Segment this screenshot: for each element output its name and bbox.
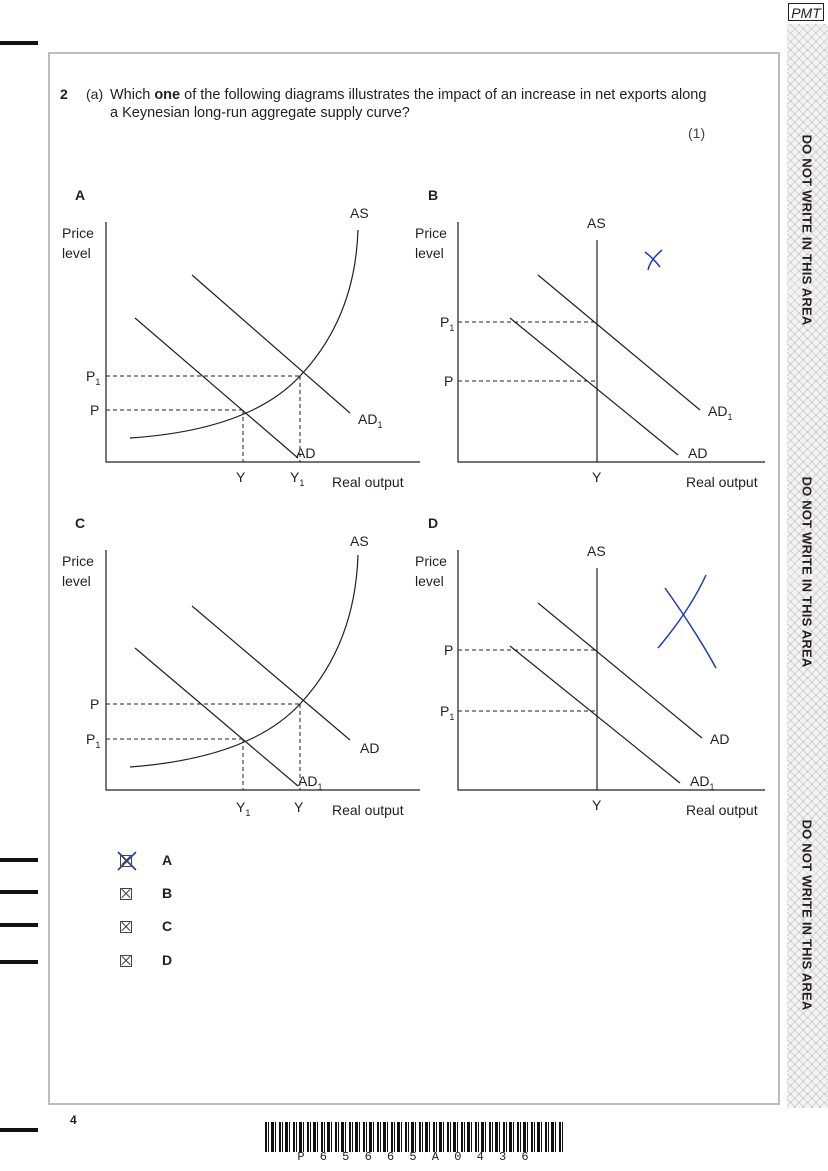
diagram-c-p-label: P [90, 696, 100, 712]
diagram-a-y1-label: $Y_1$ [290, 469, 305, 488]
diagram-c-as-label: AS [350, 533, 369, 549]
diagram-a-ad-line [135, 318, 298, 458]
sidebar-warning-middle: DO NOT WRITE IN THIS AREA [799, 476, 815, 668]
diagram-c-ad1-label: $AD_1$ [298, 773, 323, 792]
diagram-c [62, 515, 420, 818]
diagram-a-ad1-label: $AD_1$ [358, 411, 383, 430]
diagram-b-ylabel-2: level [415, 245, 444, 261]
option-a-label: A [162, 852, 173, 868]
diagram-b-as-label: AS [587, 215, 606, 231]
diagram-c-ad-line [192, 606, 350, 740]
diagram-c-label: C [74, 515, 86, 531]
marks-available: (1) [688, 125, 706, 141]
option-d-label: D [162, 952, 173, 968]
diagram-c-xlabel: Real output [332, 802, 404, 818]
option-c-label: C [162, 918, 173, 934]
diagram-c-ad1-line [135, 648, 298, 786]
diagram-a-label: A [74, 187, 86, 203]
diagram-b-ad1-line [538, 275, 700, 410]
question-number: 2 [60, 86, 68, 102]
sidebar-warning-top: DO NOT WRITE IN THIS AREA [799, 134, 815, 326]
handwritten-cross-d [658, 575, 716, 668]
option-b-label: B [162, 885, 173, 901]
diagram-a-as-curve [130, 230, 358, 438]
diagram-a-ad1-line [192, 275, 350, 413]
sidebar-warning-bottom: DO NOT WRITE IN THIS AREA [799, 819, 815, 1011]
diagram-c-y1-label: $Y_1$ [236, 799, 251, 818]
diagram-b-y-label: Y [592, 469, 602, 485]
diagram-b-ylabel-1: Price [415, 225, 447, 241]
diagram-c-ylabel-2: level [62, 573, 91, 589]
barcode [265, 1122, 565, 1152]
diagram-b-ad-line [510, 318, 678, 455]
diagram-a [62, 187, 420, 490]
diagram-c-ylabel-1: Price [62, 553, 94, 569]
diagram-b [415, 187, 765, 490]
diagram-a-as-label: AS [350, 205, 369, 221]
question-text-emphasis: one [154, 87, 181, 103]
diagram-b-xlabel: Real output [686, 474, 758, 490]
diagram-b-p1-label: $P_1$ [440, 314, 455, 333]
question-text-start: Which [110, 87, 155, 103]
diagram-b-axes [458, 222, 765, 462]
question-part: (a) [86, 86, 104, 102]
diagram-d-as-label: AS [587, 543, 606, 559]
diagram-c-as-curve [130, 555, 358, 767]
diagram-d-ad1-line [510, 646, 680, 783]
handwritten-cross-b [645, 250, 662, 270]
diagram-c-y-label: Y [294, 799, 304, 815]
checkbox-d[interactable] [120, 955, 132, 967]
diagram-d-ylabel-1: Price [415, 553, 447, 569]
diagram-d-ad1-label: $AD_1$ [690, 773, 715, 792]
diagram-b-ad-label: AD [688, 445, 708, 461]
diagram-d-y-label: Y [592, 797, 602, 813]
diagram-d-ylabel-2: level [415, 573, 444, 589]
diagram-a-p-label: P [90, 402, 100, 418]
checkbox-a[interactable] [120, 855, 132, 867]
diagram-d-xlabel: Real output [686, 802, 758, 818]
diagram-a-ad-label: AD [296, 445, 316, 461]
pmt-badge: PMT [788, 3, 824, 21]
diagram-c-p1-label: $P_1$ [86, 731, 101, 750]
diagram-d-p1-label: $P_1$ [440, 703, 455, 722]
barcode-text: P 6 5 6 6 5 A 0 4 3 6 [297, 1150, 533, 1164]
diagram-d-axes [458, 550, 765, 790]
question-text-end: of the following diagrams illustrates the impact of an increase in net exports along a Keynesian long-run aggregate supply curve? [110, 87, 707, 121]
diagram-a-y-label: Y [236, 469, 246, 485]
diagram-d-ad-label: AD [710, 731, 730, 747]
diagram-b-label: B [427, 187, 439, 203]
diagram-d-label: D [427, 515, 439, 531]
diagram-a-ylabel-2: level [62, 245, 91, 261]
diagram-a-p1-label: $P_1$ [86, 368, 101, 387]
diagram-b-ad1-label: $AD_1$ [708, 403, 733, 422]
diagram-b-p-label: P [444, 373, 454, 389]
page-number: 4 [70, 1113, 77, 1127]
diagram-c-ad-label: AD [360, 740, 380, 756]
diagram-a-ylabel-1: Price [62, 225, 94, 241]
checkbox-b[interactable] [120, 888, 132, 900]
diagram-d [415, 515, 765, 818]
diagram-a-xlabel: Real output [332, 474, 404, 490]
checkbox-c[interactable] [120, 921, 132, 933]
diagram-d-p-label: P [444, 642, 454, 658]
